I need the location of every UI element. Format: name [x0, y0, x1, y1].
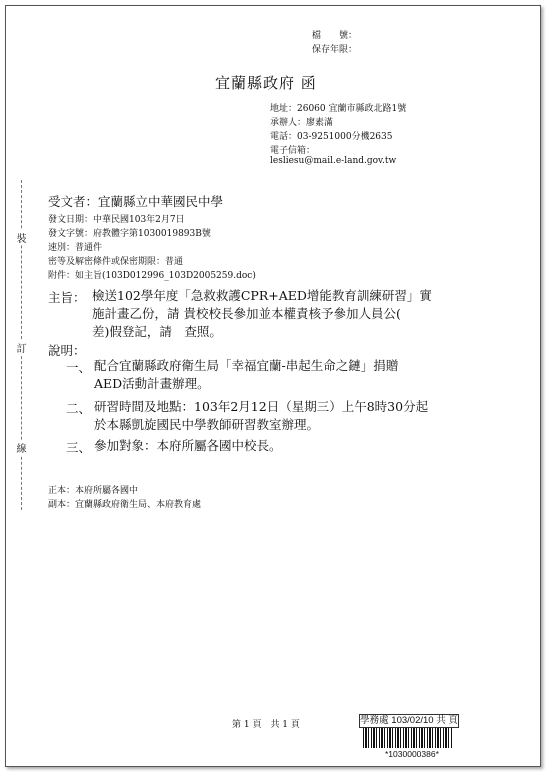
barcode-number: *1030000386* [385, 749, 439, 759]
subject-label: 主旨： [48, 290, 86, 305]
issue-date: 發文日期：中華民國103年2月7日 [48, 215, 185, 225]
page-number: 第 1 頁 共 1 頁 [232, 720, 300, 730]
contact-email: lesliesu@mail.e-land.gov.tw [270, 156, 397, 166]
receipt-stamp: 學務處 103/02/10 共 頁 [360, 715, 458, 726]
attachment: 附件：如主旨(103D012996_103D2005259.doc) [48, 271, 256, 281]
explanation-item-line: 配合宜蘭縣政府衛生局「幸福宜蘭-串起生命之鏈」捐贈 [94, 358, 399, 373]
secrecy-level: 密等及解密條件或保密期限：普通 [48, 257, 184, 267]
contact-handler: 承辦人：廖素滿 [270, 118, 334, 128]
distribution-main: 正本：本府所屬各國中 [48, 486, 139, 496]
subject-line: 檢送102學年度「急救救護CPR+AED增能教育訓練研習」實 [92, 288, 432, 303]
contact-phone: 電話：03-9251000分機2635 [270, 132, 393, 142]
explanation-item-line: 參加對象：本府所屬各國中校長。 [94, 438, 282, 453]
contact-address: 地址：26060 宜蘭市縣政北路1號 [270, 104, 407, 114]
explanation-item-line: AED活動計畫辦理。 [94, 376, 210, 391]
distribution-copy: 副本：宜蘭縣政府衛生局、本府教育處 [48, 500, 202, 510]
explanation-item-number: 二、 [66, 401, 92, 416]
delivery-speed: 速別：普通件 [48, 243, 103, 253]
document-title: 宜蘭縣政府 函 [215, 74, 317, 92]
binding-mark: 訂 [16, 340, 27, 355]
contact-email-label: 電子信箱： [270, 146, 316, 156]
explanation-item-line: 研習時間及地點：103年2月12日（星期三）上午8時30分起 [94, 399, 429, 414]
explanation-item-line: 於本縣凱旋國民中學教師研習教室辦理。 [94, 417, 320, 432]
subject-line: 差)假登記，請 查照。 [92, 324, 222, 339]
barcode [363, 728, 453, 748]
recipient: 受文者：宜蘭縣立中華國民中學 [48, 194, 224, 209]
file-number-label: 檔 號： [312, 31, 358, 41]
binding-mark: 裝 [16, 230, 27, 245]
subject-line: 施計畫乙份，請 貴校校長參加並本權責核予參加人員公( [92, 306, 401, 321]
explanation-item-number: 三、 [66, 440, 92, 455]
explanation-label: 說明： [48, 343, 86, 358]
explanation-item-number: 一、 [66, 360, 92, 375]
retention-label: 保存年限： [312, 45, 358, 55]
document-number: 發文字號：府教體字第1030019893B號 [48, 229, 211, 239]
binding-mark: 線 [16, 440, 27, 455]
